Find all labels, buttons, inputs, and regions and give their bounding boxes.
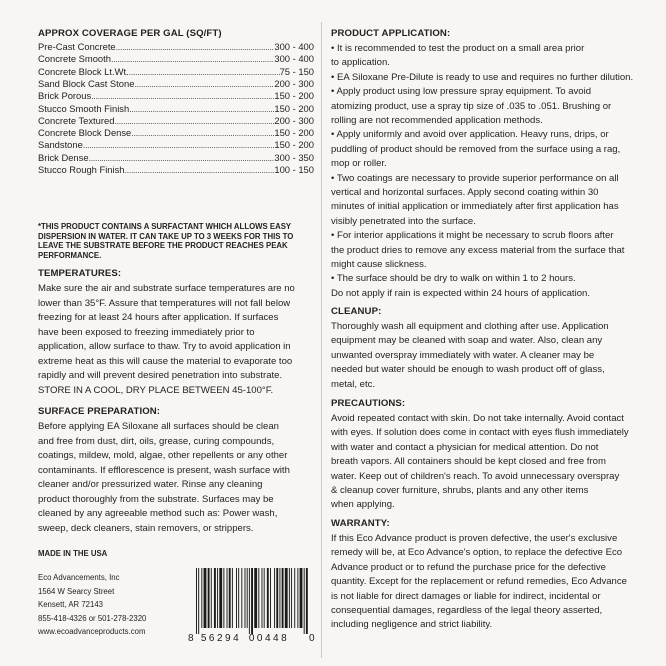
leader-dots (111, 53, 274, 65)
text-line: equipment may be cleaned with soap and water. Also, clean any (331, 335, 603, 347)
leader-dots (116, 41, 275, 53)
barcode-bar (201, 568, 202, 628)
text-line: the product dries to remove any excess material from the surface that (331, 244, 625, 256)
text-line: breath vapors. All containers should be kept closed and free from (331, 456, 606, 468)
company-line: www.ecoadvanceproducts.com (38, 627, 146, 636)
barcode-bar (214, 568, 216, 628)
barcode-bar (196, 568, 197, 634)
text-line: water. Keep out of children's reach. To avoid unnecessary overspray (331, 470, 620, 482)
note-line: *THIS PRODUCT CONTAINS A SURFACTANT WHICH ALLOWS EASY (38, 222, 292, 231)
leader-dots (131, 127, 274, 139)
text-line: atomizing product, use a spray tip size of .035 to .051. Brushing or (331, 100, 612, 112)
barcode-bar (249, 568, 250, 634)
text-line: metal, etc. (331, 378, 376, 390)
text-line: freezing for at least 24 hours after application. If surfaces (38, 312, 279, 323)
text-line: visibly penetrated into the surface. (331, 215, 476, 227)
barcode-bar (251, 568, 253, 634)
coverage-range: 100 - 150 (274, 164, 314, 175)
barcode-bar (282, 568, 284, 628)
text-line: • For interior applications it might be necessary to scrub floors after (331, 230, 614, 242)
coverage-surface: Concrete Smooth (38, 53, 111, 65)
cleanup-heading: CLEANUP: (331, 306, 382, 317)
coverage-row (38, 53, 314, 65)
coverage-row (38, 41, 314, 53)
text-line: Thoroughly wash all equipment and clothing after use. Application (331, 321, 609, 332)
coverage-range: 150 - 200 (274, 90, 314, 102)
barcode-bar (274, 568, 275, 628)
upc-barcode (185, 566, 315, 644)
text-line: STORE IN A COOL, DRY PLACE BETWEEN 45-100°F. (38, 384, 274, 396)
text-line: remedy will be, at Eco Advance's option, to replace the defective Eco (331, 547, 623, 559)
temperatures-heading: TEMPERATURES: (38, 268, 122, 279)
company-line: Kensett, AR 72143 (38, 600, 104, 609)
barcode-bar (217, 568, 218, 628)
note-line: LEAVE THE SUBSTRATE BEFORE THE PRODUCT REACHES PEAK (38, 241, 288, 250)
leader-dots (134, 78, 274, 90)
coverage-range: 150 - 200 (274, 102, 314, 114)
coverage-row (38, 152, 314, 164)
text-line: Avoid repeated contact with skin. Do not take internally. Avoid contact (331, 413, 624, 424)
made-in-usa: MADE IN THE USA (38, 549, 108, 558)
barcode-bar (247, 568, 248, 628)
barcode-bar (300, 568, 303, 628)
barcode-bar (285, 568, 288, 628)
coverage-range: 300 - 400 (274, 53, 314, 65)
coverage-surface: Stucco Rough Finish (38, 164, 125, 175)
leader-dots (83, 139, 275, 151)
coverage-surface: Stucco Smooth Finish (38, 102, 130, 114)
text-line: consequential damages, regardless of the legal theory asserted, (331, 605, 603, 616)
barcode-bar (229, 568, 231, 628)
text-line: cleaner and/or pressurized water. Rinse any cleaning (38, 479, 263, 490)
coverage-range: 300 - 400 (274, 41, 314, 52)
barcode-bar (208, 568, 210, 628)
barcode-bar (245, 568, 246, 628)
text-line: when applying. (331, 499, 395, 511)
text-line: • It is recommended to test the product on a small area prior (331, 43, 585, 54)
text-line: to application. (331, 57, 390, 69)
text-line: sweep, deck cleaners, stain removers, or strippers. (38, 522, 254, 534)
text-line: needed but water should be enough to wash product off of glass, (331, 364, 605, 376)
coverage-range: 75 - 150 (279, 65, 314, 77)
barcode-bar (232, 568, 233, 628)
barcode-bar (236, 568, 237, 628)
coverage-row (38, 78, 314, 90)
leader-dots (129, 103, 274, 115)
text-line: is not liable for direct damages or liable for indirect, incidental or (331, 590, 601, 602)
coverage-heading: APPROX COVERAGE PER GAL (SQ/FT) (38, 28, 222, 39)
text-line: • Two coatings are necessary to provide superior performance on all (331, 172, 619, 184)
coverage-surface: Sandstone (38, 139, 83, 151)
coverage-surface: Brick Porous (38, 90, 92, 102)
coverage-row (38, 90, 314, 102)
text-line: mop or roller. (331, 158, 387, 170)
text-line: Before applying EA Siloxane all surfaces should be clean (38, 421, 279, 432)
coverage-row (38, 103, 314, 115)
leader-dots (129, 66, 280, 78)
barcode-bar (304, 568, 305, 634)
text-line: have been exposed to freezing immediately prior to (38, 326, 255, 338)
barcode-bar (276, 568, 278, 628)
text-line: application, allow surface to thaw. Try to avoid application in (38, 341, 291, 352)
text-line: might cause slickness. (331, 259, 427, 270)
text-line: minutes of initial application or immediately after first application has (331, 201, 619, 213)
coverage-row (38, 139, 314, 151)
text-line: & cleanup cover furniture, shrubs, plants and any other items (331, 485, 589, 496)
barcode-bar (279, 568, 280, 628)
text-line: extreme heat as this will cause the material to evaporate too (38, 355, 293, 367)
text-line: Advance product or to refund the purchase price for the defective (331, 561, 606, 573)
text-line: unwanted overspray immediately with water. A cleaner may be (331, 349, 595, 361)
leader-dots (89, 152, 275, 164)
company-line: Eco Advancements, Inc (38, 573, 120, 582)
barcode-bar (264, 568, 265, 628)
barcode-digits: 8 (188, 633, 194, 644)
barcode-bar (267, 568, 269, 628)
leader-dots (114, 115, 274, 127)
text-line: coatings, mildew, mold, algae, other repellents or any other (38, 450, 288, 461)
barcode-digits: 00448 (248, 633, 290, 644)
company-line: 855-418-4326 or 501-278-2320 (38, 613, 147, 623)
barcode-bar (238, 568, 239, 628)
text-line: and free from dust, dirt, oils, grease, curing compounds, (38, 435, 275, 447)
coverage-range: 200 - 300 (274, 114, 314, 126)
text-line: • Apply product using low pressure spray equipment. To avoid (331, 86, 592, 98)
barcode-bar (289, 568, 290, 628)
barcode-bar (219, 568, 222, 628)
text-line: • Apply uniformly and avoid over application. Heavy runs, drips, or (331, 129, 609, 141)
barcode-bar (241, 568, 242, 628)
note-line: PERFORMANCE. (38, 250, 102, 260)
text-line: quantity. Except for the replacement or refund remedies, Eco Advance (331, 576, 627, 588)
coverage-range: 150 - 200 (274, 127, 314, 139)
text-line: If this Eco Advance product is proven defective, the user's exclusive (331, 533, 618, 544)
text-line: with water and contact a physician for medical attention. Do not (331, 441, 599, 453)
barcode-bar (306, 568, 308, 634)
text-line: rapidly and will prevent desired penetration into substrate. (38, 370, 283, 381)
text-line: product thoroughly from the substrate. Surfaces may be (38, 493, 274, 505)
coverage-surface: Pre-Cast Concrete (38, 41, 116, 52)
text-line: with eyes. If solution does come in contact with eyes flush immediately (331, 427, 629, 439)
text-line: rolling are not recommended application methods. (331, 115, 543, 126)
barcode-bar (294, 568, 295, 628)
coverage-row (38, 115, 314, 127)
barcode-bar (297, 568, 298, 628)
barcode-digits: 0 (309, 633, 315, 644)
coverage-surface: Brick Dense (38, 151, 89, 163)
text-line: Make sure the air and substrate surface temperatures are no (38, 283, 295, 294)
coverage-range: 200 - 300 (274, 77, 314, 89)
coverage-range: 150 - 200 (274, 139, 314, 151)
note-line: DISPERSION IN WATER. IT CAN TAKE UP TO 3 WEEKS FOR THIS TO (38, 231, 294, 241)
barcode-bar (270, 568, 271, 628)
coverage-row (38, 164, 314, 176)
warranty-heading: WARRANTY: (331, 518, 390, 529)
barcode-bar (227, 568, 228, 628)
barcode-bar (258, 568, 259, 628)
text-line: • The surface should be dry to walk on within 1 to 2 hours. (331, 273, 576, 285)
barcode-bar (198, 568, 199, 634)
text-line: puddling of product should be removed from the surface using a rag, (331, 143, 621, 155)
coverage-surface: Sand Block Cast Stone (38, 77, 135, 89)
coverage-row (38, 127, 314, 139)
text-line: • EA Siloxane Pre-Dilute is ready to use and requires no further dilution. (331, 71, 634, 83)
company-line: 1564 W Searcy Street (38, 586, 115, 596)
column-divider (321, 22, 322, 658)
text-line: Do not apply if rain is expected within 24 hours of application. (331, 287, 590, 299)
coverage-range: 300 - 350 (274, 151, 314, 163)
barcode-bar (204, 568, 207, 628)
coverage-row (38, 66, 314, 78)
barcode-bar (291, 568, 292, 628)
barcode-bar (223, 568, 224, 628)
surface-prep-heading: SURFACE PREPARATION: (38, 406, 161, 417)
text-line: vertical and horizontal surfaces. Apply second coating within 30 (331, 187, 599, 198)
barcode-digits: 56294 (200, 633, 242, 644)
leader-dots (125, 164, 275, 176)
barcode-bar (211, 568, 212, 628)
barcode-bar (254, 568, 257, 628)
coverage-surface: Concrete Textured (38, 114, 115, 126)
text-line: contaminants. If efflorescence is present, wash surface with (38, 464, 290, 476)
application-heading: PRODUCT APPLICATION: (331, 28, 451, 39)
text-line: lower than 35°F. Assure that temperatures will not fall below (38, 297, 291, 309)
coverage-surface: Concrete Block Lt.Wt. (38, 65, 129, 77)
text-line: including negligence and strict liability. (331, 619, 493, 631)
coverage-surface: Concrete Block Dense (38, 127, 132, 139)
barcode-bar (262, 568, 263, 628)
precautions-heading: PRECAUTIONS: (331, 398, 406, 409)
leader-dots (91, 90, 274, 102)
text-line: cleaned by any agreeable method such as: Power wash, (38, 508, 278, 519)
